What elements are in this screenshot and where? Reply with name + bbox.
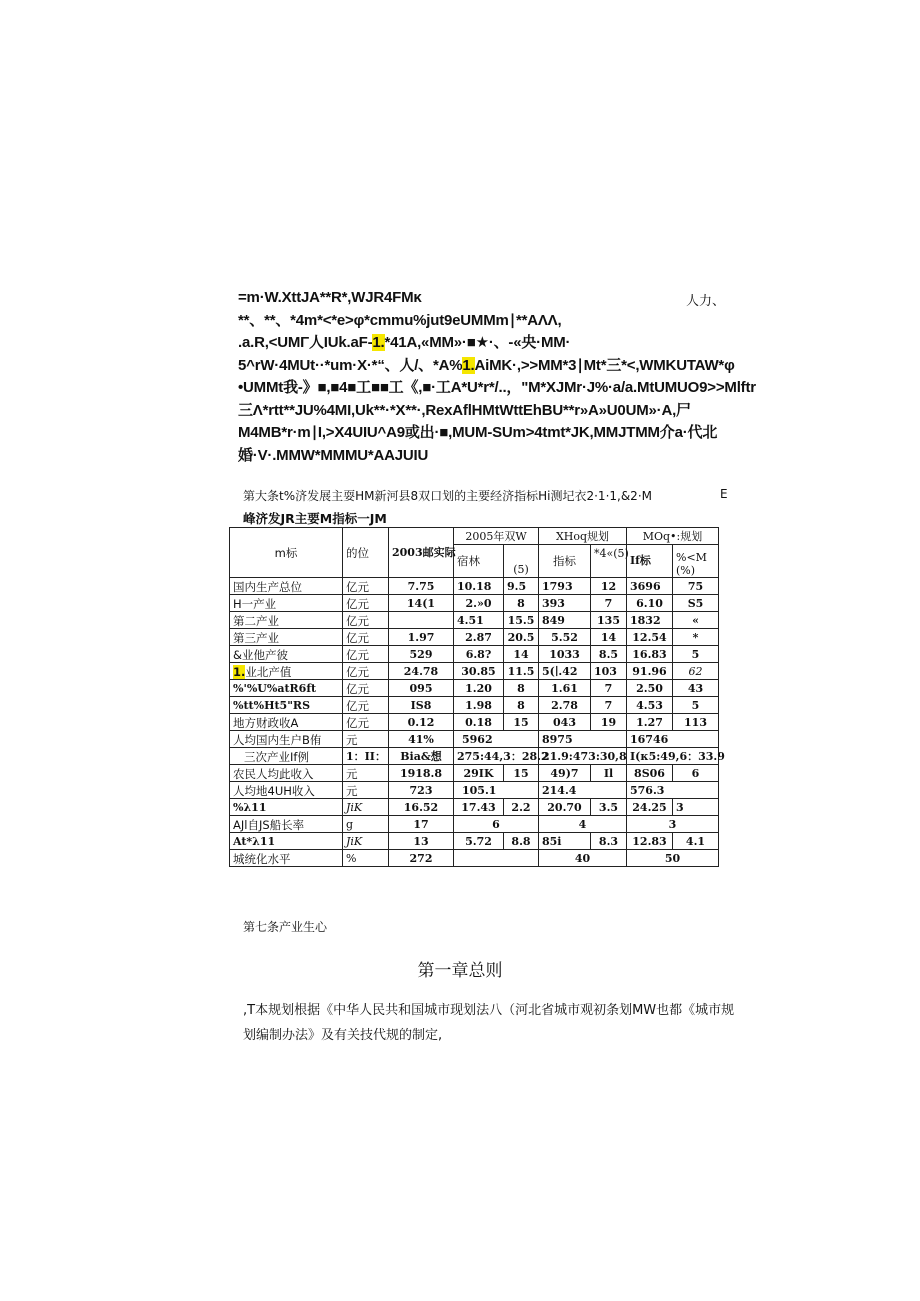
row-label: H一产业	[230, 595, 343, 612]
cell-2020-target: 3	[627, 816, 719, 833]
row-unit: 亿元	[343, 595, 389, 612]
cell-2005-target: 2.87	[454, 629, 504, 646]
garbled-line-6: 三Λ*rtt**JU%4MI,Uk**·*X**·,RexAflHMtWttEhBU**r»A»U0UM»·A,尸	[238, 401, 691, 419]
cell-2005-target: 10.18	[454, 578, 504, 595]
cell-2005-target: 17.43	[454, 799, 504, 816]
cell-2005-rate: 15	[504, 765, 539, 782]
cell-2010-target: 8975	[539, 731, 627, 748]
garbled-line-8: 婚·V·.MMW*MMMU*AAJUIU	[238, 446, 429, 464]
cell-2010-target: 849	[539, 612, 591, 629]
cell-2003: 095	[389, 680, 454, 697]
cell-2003: 24.78	[389, 663, 454, 680]
cell-2020-rate: 3	[673, 799, 719, 816]
cell-2005-target: 2.»0	[454, 595, 504, 612]
cell-2003: 13	[389, 833, 454, 850]
cell-2005-rate: 8	[504, 595, 539, 612]
cell-2010-target: 5.52	[539, 629, 591, 646]
cell-2010-rate: 12	[591, 578, 627, 595]
cell-2010-target: 20.70	[539, 799, 591, 816]
cell-2005-target: 5.72	[454, 833, 504, 850]
cell-2005-target: 4.51	[454, 612, 504, 629]
cell-2005-rate: 11.5	[504, 663, 539, 680]
cell-2010-rate: 103	[591, 663, 627, 680]
row-unit: 元	[343, 782, 389, 799]
cell-2020-rate: 43	[673, 680, 719, 697]
table-row	[230, 629, 719, 646]
garbled-line-4	[238, 355, 738, 378]
cell-2010-rate: 7	[591, 595, 627, 612]
table-row	[230, 799, 719, 816]
cell-2010-target: 40	[539, 850, 627, 867]
row-label: %λ11	[230, 799, 343, 816]
cell-2010-target: 85i	[539, 833, 591, 850]
table-caption: 第大条t%济发展主耍HM新河县8双口划的主要经济指标Hi测圮衣2·1·1,&2·M	[243, 489, 652, 503]
garbled-line-4-head: 5^rW·4MUt··*um·X·*“、人/、*A%	[238, 356, 463, 374]
garbled-line-2: **、**、*4m*<*e>φ*cmmu%jut9eUMMm∣**AΛΛ,	[238, 311, 562, 329]
row-label: At*λ11	[230, 833, 343, 850]
table-row	[230, 850, 719, 867]
cell-2020-target: 12.54	[627, 629, 673, 646]
cell-2020-target: 3696	[627, 578, 673, 595]
cell-2020-target: 2.50	[627, 680, 673, 697]
table-row	[230, 816, 719, 833]
cell-2010-target: 4	[539, 816, 627, 833]
cell-2020-target: 1.27	[627, 714, 673, 731]
row-unit: 亿元	[343, 663, 389, 680]
cell-2010-rate: 19	[591, 714, 627, 731]
table-row	[230, 663, 719, 680]
row-label: 人均国内生户B侑	[230, 731, 343, 748]
section-heading: 第七条产业生心	[243, 920, 328, 934]
row-label: 城统化水平	[230, 850, 343, 867]
highlight-mark-1: 1.	[372, 334, 385, 351]
cell-2020-target: 1832	[627, 612, 673, 629]
cell-2003	[389, 612, 454, 629]
table-row	[230, 595, 719, 612]
highlight-mark-3: 1.	[233, 665, 246, 679]
row-label: 国内生产总位	[230, 578, 343, 595]
cell-2020-rate: 4.1	[673, 833, 719, 850]
cell-2003: 272	[389, 850, 454, 867]
cell-2010-target: 393	[539, 595, 591, 612]
header-group-2020: MOq•:规划	[627, 528, 719, 545]
highlight-mark-2: 1.	[462, 356, 475, 374]
cell-2005-target: 6.8?	[454, 646, 504, 663]
cell-2010-target: 1.61	[539, 680, 591, 697]
cell-2005-rate: 15.5	[504, 612, 539, 629]
row-label: 地方财政收A	[230, 714, 343, 731]
table-row	[230, 697, 719, 714]
row-label-text: 业北产值	[245, 665, 292, 679]
garbled-line-4-tail: AiMK·,>>MM*3∣Mt*三*<,WMKUTAW*φ	[474, 356, 735, 374]
body-paragraph: ,T本规划根据《中华人民共和国城市现划法八（河北省城市观初条划MW也都《城市规划编制办法》及有关技代规的制定,	[243, 1003, 735, 1043]
cell-2010-rate: 7	[591, 697, 627, 714]
right-margin-note: 人力、	[686, 294, 726, 309]
table-row	[230, 731, 719, 748]
cell-2010-target: 043	[539, 714, 591, 731]
header-2010-target: 指标	[539, 545, 591, 578]
garbled-line-7: M4MB*r·m∣I,>X4UIU^A9或出·■,MUM-SUm>4tmt*JK,MMJTMM介a·代北	[238, 424, 718, 441]
row-label: 第三产业	[230, 629, 343, 646]
cell-2003: 0.12	[389, 714, 454, 731]
cell-2020-target: 4.53	[627, 697, 673, 714]
table-header-row-1	[230, 528, 719, 545]
cell-2003: 723	[389, 782, 454, 799]
garbled-text-block	[238, 287, 756, 467]
cell-2010-target: 214.4	[539, 782, 627, 799]
row-label: %tt%Ht5"RS	[230, 697, 343, 714]
cell-2003: 529	[389, 646, 454, 663]
header-group-2010: XHoq规划	[539, 528, 627, 545]
cell-2003: 41%	[389, 731, 454, 748]
cell-2010-rate: 3.5	[591, 799, 627, 816]
cell-2005-rate: 15	[504, 714, 539, 731]
row-unit: 亿元	[343, 680, 389, 697]
header-2005-rate: (5)	[504, 545, 539, 578]
cell-2005-rate: 8	[504, 697, 539, 714]
header-2020-rate: %<M (%)	[673, 545, 719, 578]
economic-indicators-table	[229, 527, 725, 867]
cell-2010-target: 49)7	[539, 765, 591, 782]
cell-2005-target: 1.98	[454, 697, 504, 714]
header-group-2005: 2005年双W	[454, 528, 539, 545]
row-label: 农民人均此收入	[230, 765, 343, 782]
row-unit: 亿元	[343, 646, 389, 663]
cell-2003: 17	[389, 816, 454, 833]
cell-2020-rate: 113	[673, 714, 719, 731]
cell-2020-target: 16.83	[627, 646, 673, 663]
header-2010-rate-cont	[591, 561, 627, 578]
table-row	[230, 782, 719, 799]
cell-2005-rate: 14	[504, 646, 539, 663]
cell-2010-rate: Il	[591, 765, 627, 782]
garbled-line-3-head: .a.R,<UMΓ人IUk.aF-	[238, 334, 373, 351]
row-label: 第二产业	[230, 612, 343, 629]
garbled-line-1: =m·W.XttJA**R*,WJR4FMκ	[238, 289, 422, 306]
cell-2010-target: 1793	[539, 578, 591, 595]
table-row	[230, 765, 719, 782]
cell-2020-rate: S5	[673, 595, 719, 612]
cell-2020-target: 8S06	[627, 765, 673, 782]
cell-2020-target: 12.83	[627, 833, 673, 850]
cell-2005-target: 1.20	[454, 680, 504, 697]
cell-2005-target: 6	[454, 816, 539, 833]
row-unit: 亿元	[343, 629, 389, 646]
header-2020-target: If标	[627, 545, 673, 578]
cell-2003: 1918.8	[389, 765, 454, 782]
cell-2005-rate: 2.2	[504, 799, 539, 816]
row-unit: 元	[343, 765, 389, 782]
cell-2005-rate: 9.5	[504, 578, 539, 595]
header-2003: 2003邮实际	[389, 528, 454, 578]
cell-2010-rate: 135	[591, 612, 627, 629]
row-label: AJl自JS船长率	[230, 816, 343, 833]
cell-2020-rate: 75	[673, 578, 719, 595]
cell-2010-rate: 8.3	[591, 833, 627, 850]
garbled-line-3-tail: *41A,«MM»·■★·、-«央·MM·	[384, 334, 571, 351]
cell-2020-rate: «	[673, 612, 719, 629]
cell-2020-target: 24.25	[627, 799, 673, 816]
row-unit: 亿元	[343, 697, 389, 714]
cell-2003: Bia&想	[389, 748, 454, 765]
cell-2010-rate: 14	[591, 629, 627, 646]
cell-2010-target: 1033	[539, 646, 591, 663]
row-unit: 亿元	[343, 578, 389, 595]
row-label	[230, 663, 343, 680]
table-row	[230, 680, 719, 697]
header-2005-target: 宿林	[454, 545, 504, 578]
row-label: %'%U%atR6ft	[230, 680, 343, 697]
garbled-line-5: •UMMt我-》■,■4■工■■工《,■·工A*U*r*/..，"M*XJMr·J%·a/a.MtUMUO9>>Mlftr	[238, 379, 756, 396]
table-row	[230, 748, 719, 765]
row-unit: 1：II：	[343, 748, 389, 765]
cell-2005-target: 5962	[454, 731, 539, 748]
table-subcaption: 峰济发JR主要M指标一JM	[243, 511, 387, 526]
row-unit: %	[343, 850, 389, 867]
cell-2003: 14(1	[389, 595, 454, 612]
cell-2020-rate: 6	[673, 765, 719, 782]
cell-2010-target: 5(∣.42	[539, 663, 591, 680]
table-row	[230, 646, 719, 663]
cell-2020-target: 576.3	[627, 782, 719, 799]
cell-2005-target: 275:44,3：28.2	[454, 748, 539, 765]
cell-2020-target: 6.10	[627, 595, 673, 612]
cell-2005-target: 29IK	[454, 765, 504, 782]
table-row	[230, 612, 719, 629]
cell-2020-rate: 62	[673, 663, 719, 680]
chapter-title: 第一章总则	[417, 961, 503, 981]
header-unit: 的位	[343, 528, 389, 578]
cell-2010-rate: 7	[591, 680, 627, 697]
row-label: 人均地4UH收入	[230, 782, 343, 799]
cell-2020-rate: 5	[673, 646, 719, 663]
cell-2020-target: 50	[627, 850, 719, 867]
cell-2003: 1.97	[389, 629, 454, 646]
header-2010-rate: *4«(5)	[591, 545, 627, 562]
cell-2005-target: 0.18	[454, 714, 504, 731]
header-index: m标	[230, 528, 343, 578]
table-row	[230, 714, 719, 731]
cell-2003: 7.75	[389, 578, 454, 595]
row-unit: JiK	[343, 799, 389, 816]
row-unit: JiK	[343, 833, 389, 850]
row-unit: g	[343, 816, 389, 833]
table-caption-end: E	[720, 487, 728, 501]
cell-2005-rate: 8	[504, 680, 539, 697]
row-unit: 亿元	[343, 714, 389, 731]
cell-2020-rate: *	[673, 629, 719, 646]
row-label: &业他产彼	[230, 646, 343, 663]
table-row	[230, 578, 719, 595]
cell-2005-target: 30.85	[454, 663, 504, 680]
cell-2005-rate: 20.5	[504, 629, 539, 646]
cell-2020-target: 91.96	[627, 663, 673, 680]
row-unit: 元	[343, 731, 389, 748]
row-unit: 亿元	[343, 612, 389, 629]
cell-2003: IS8	[389, 697, 454, 714]
row-label: 三次产业If例	[230, 748, 343, 765]
garbled-line-3	[238, 332, 738, 355]
cell-2003: 16.52	[389, 799, 454, 816]
cell-2005-target	[454, 850, 539, 867]
cell-2010-rate: 8.5	[591, 646, 627, 663]
cell-2020-target: 16746	[627, 731, 719, 748]
cell-2005-rate: 8.8	[504, 833, 539, 850]
table-row	[230, 833, 719, 850]
cell-2010-target: 2.78	[539, 697, 591, 714]
cell-2010-target: 21.9:473:30,8	[539, 748, 627, 765]
cell-2005-target: 105.1	[454, 782, 539, 799]
cell-2020-target: I(κ5:49,6：33.9	[627, 748, 719, 765]
cell-2020-rate: 5	[673, 697, 719, 714]
